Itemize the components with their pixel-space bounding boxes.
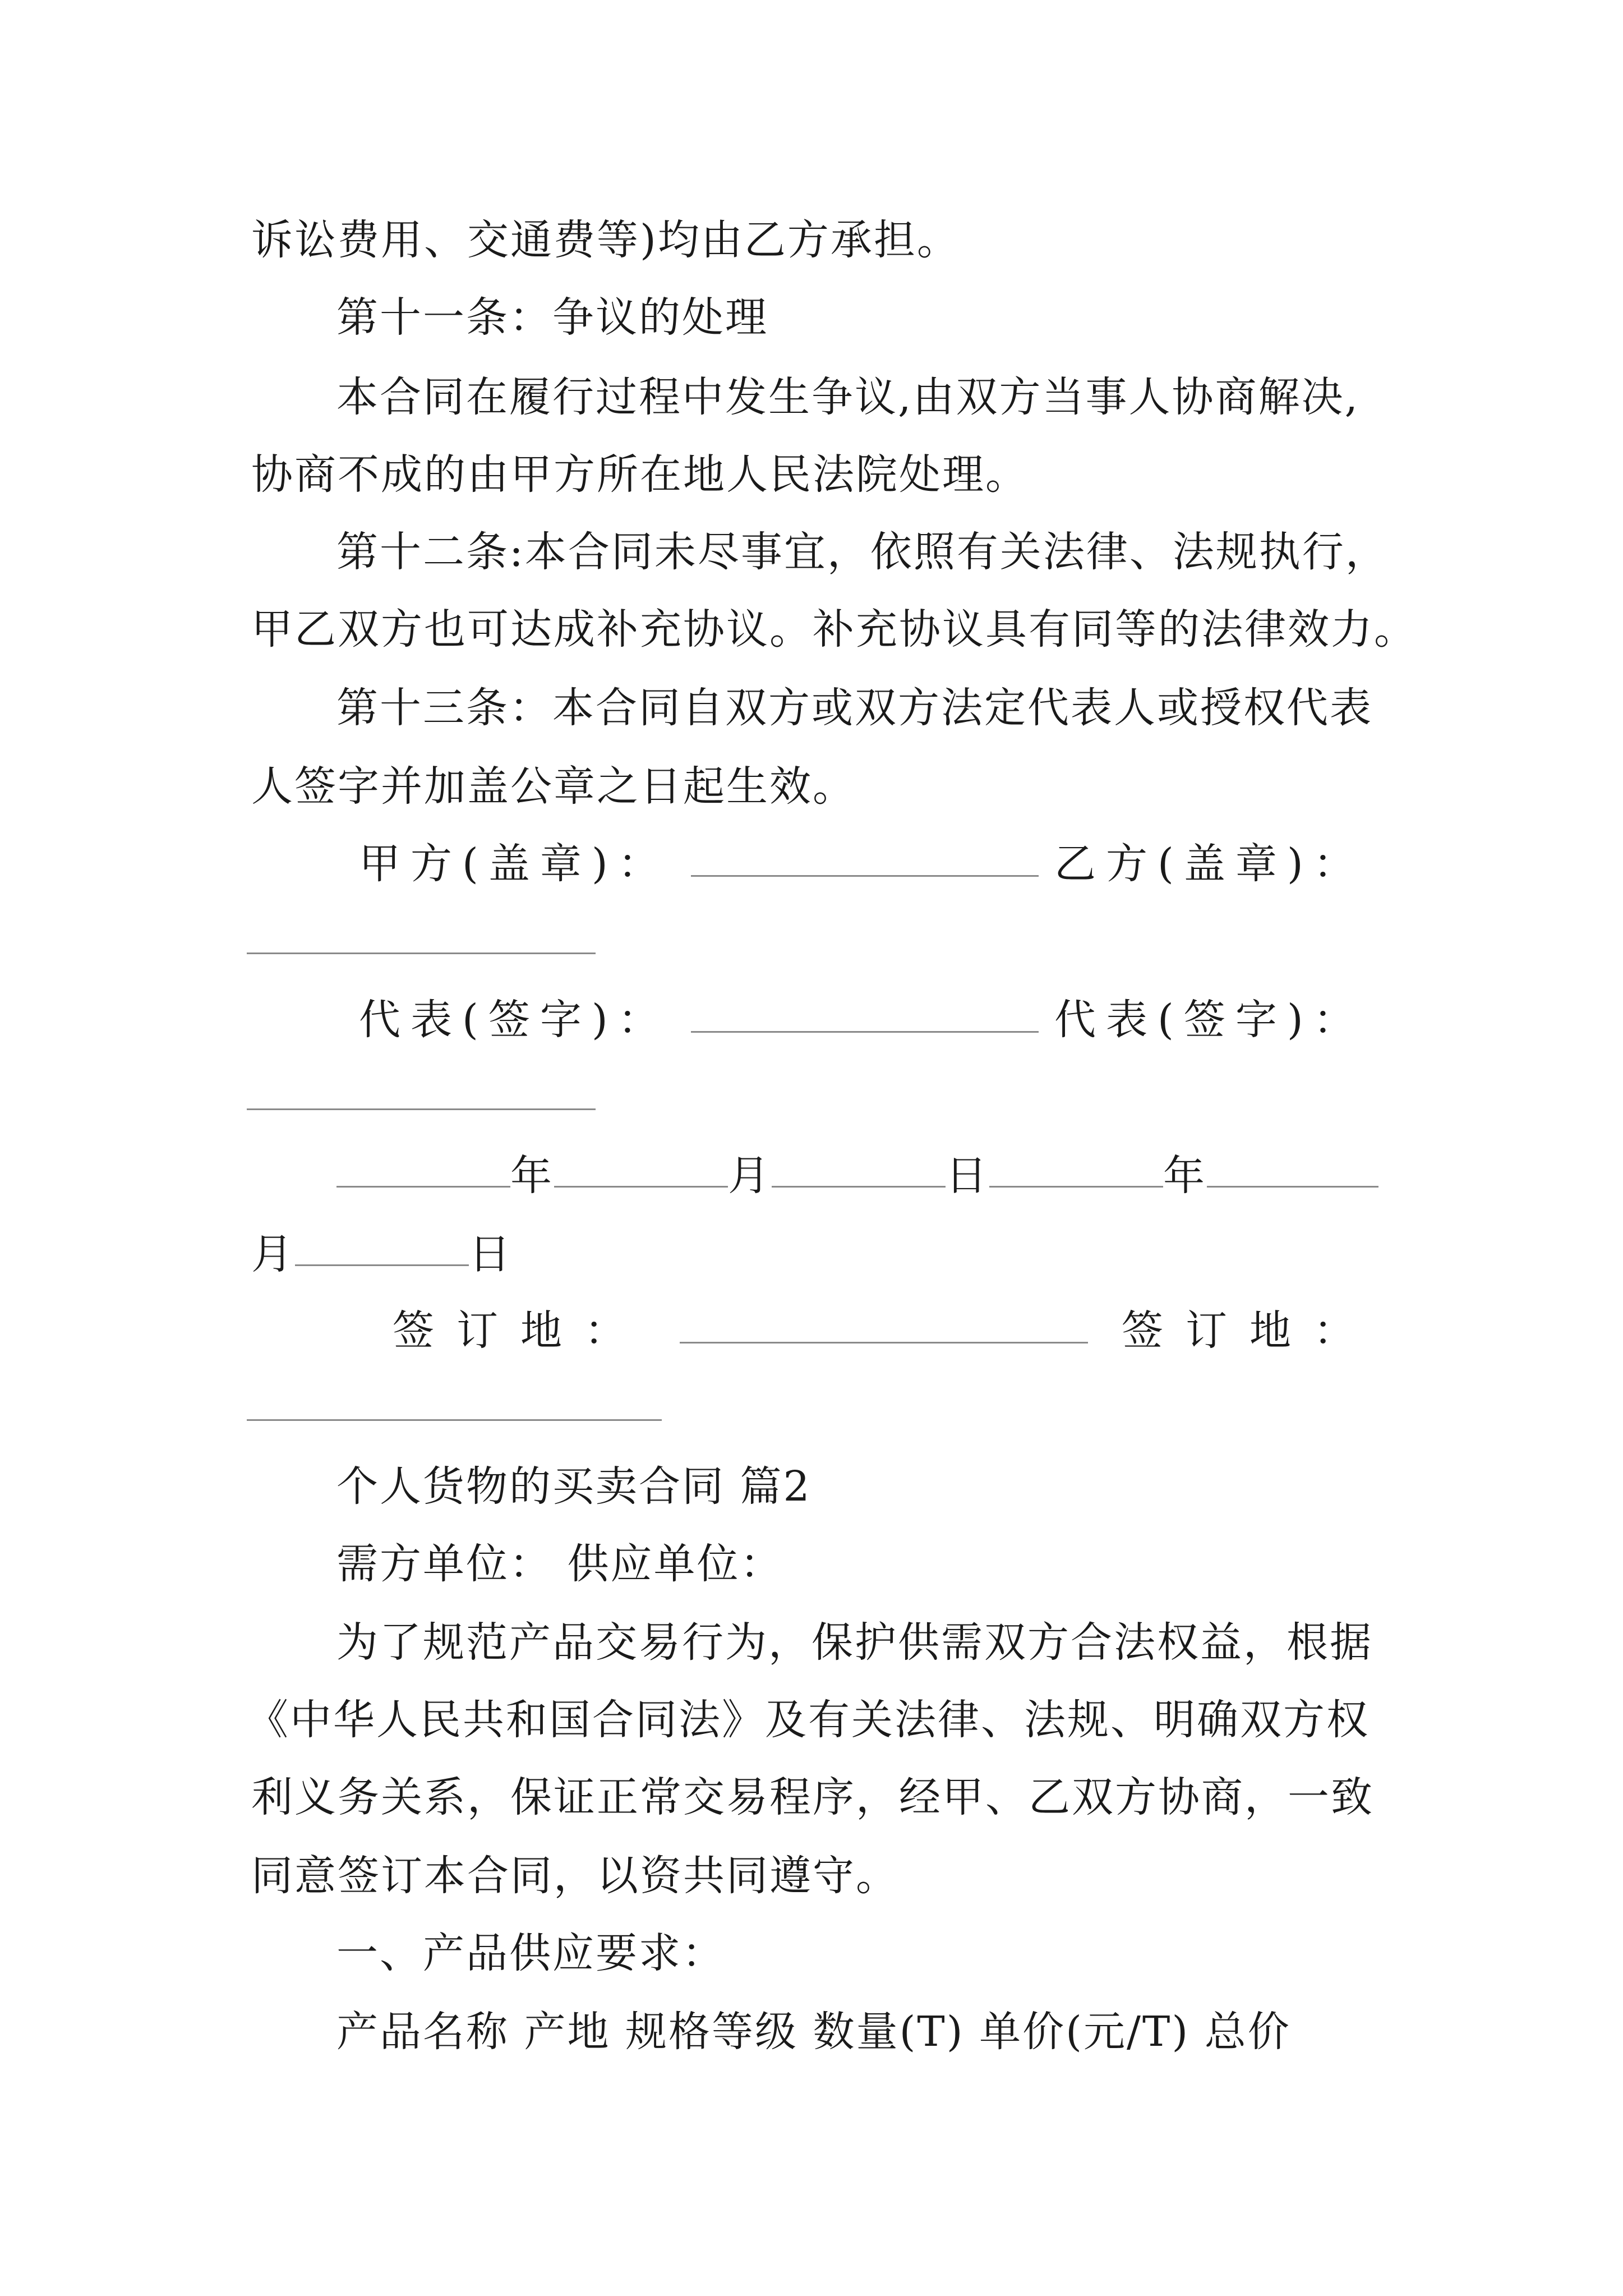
text-line: 同意签订本合同，以资共同遵守。 <box>251 1852 899 1900</box>
text-line: 诉讼费用、交通费等)均由乙方承担。 <box>251 216 960 264</box>
date-a-month-blank <box>554 1186 728 1188</box>
signing-place-a-label: 签订地： <box>393 1306 648 1355</box>
date-a-year-blank <box>336 1186 510 1188</box>
table-header-line: 产品名称 产地 规格等级 数量(T) 单价(元/T) 总价 <box>336 2008 1291 2056</box>
article-13-text: 第十三条：本合同自双方或双方法定代表人或授权代表 <box>336 684 1373 732</box>
signing-place-b-label: 签订地： <box>1122 1306 1377 1355</box>
text-line: 《中华人民共和国合同法》及有关法律、法规、明确双方权 <box>247 1696 1370 1744</box>
party-a-seal-label: 甲方(盖章)： <box>359 840 670 888</box>
article-11-heading: 第十一条：争议的处理 <box>336 293 768 342</box>
text-line: 利义务关系，保证正常交易程序，经甲、乙双方协商，一致 <box>251 1773 1374 1821</box>
text-line: 为了规范产品交易行为，保护供需双方合法权益，根据 <box>336 1618 1373 1667</box>
signing-place-b-blank <box>247 1419 662 1421</box>
subsection-heading: 一、产品供应要求： <box>336 1929 725 1977</box>
date-day-label: 日 <box>946 1152 989 1200</box>
text-line: 本合同在履行过程中发生争议,由双方当事人协商解决, <box>336 373 1360 421</box>
date-day-label: 日 <box>469 1230 512 1278</box>
parties-line: 需方单位： 供应单位： <box>336 1540 783 1588</box>
text-line: 甲乙双方也可达成补充协议。补充协议具有同等的法律效力。 <box>251 605 1417 654</box>
date-b-month-blank <box>1207 1186 1378 1188</box>
signing-place-a-blank <box>680 1342 1088 1343</box>
rep-b-sign-label: 代表(签字)： <box>1054 996 1365 1044</box>
date-year-label: 年 <box>1163 1152 1206 1200</box>
rep-a-sign-blank <box>691 1031 1039 1033</box>
party-b-seal-blank <box>247 953 596 954</box>
rep-a-sign-label: 代表(签字)： <box>359 996 670 1044</box>
date-month-label: 月 <box>251 1230 294 1278</box>
party-b-seal-label: 乙方(盖章)： <box>1054 840 1365 888</box>
text-line: 人签字并加盖公章之日起生效。 <box>251 762 856 811</box>
article-12-text: 第十二条:本合同未尽事宜，依照有关法律、法规执行， <box>336 528 1389 576</box>
date-a-day-blank <box>772 1186 946 1188</box>
party-a-seal-blank <box>691 875 1039 877</box>
section-title: 个人货物的买卖合同 篇2 <box>336 1462 811 1511</box>
date-b-day-blank <box>295 1264 469 1266</box>
date-year-label: 年 <box>510 1152 554 1200</box>
rep-b-sign-blank <box>247 1108 596 1110</box>
date-b-year-blank <box>989 1186 1163 1188</box>
text-line: 协商不成的由甲方所在地人民法院处理。 <box>251 450 1029 499</box>
date-month-label: 月 <box>728 1152 771 1200</box>
